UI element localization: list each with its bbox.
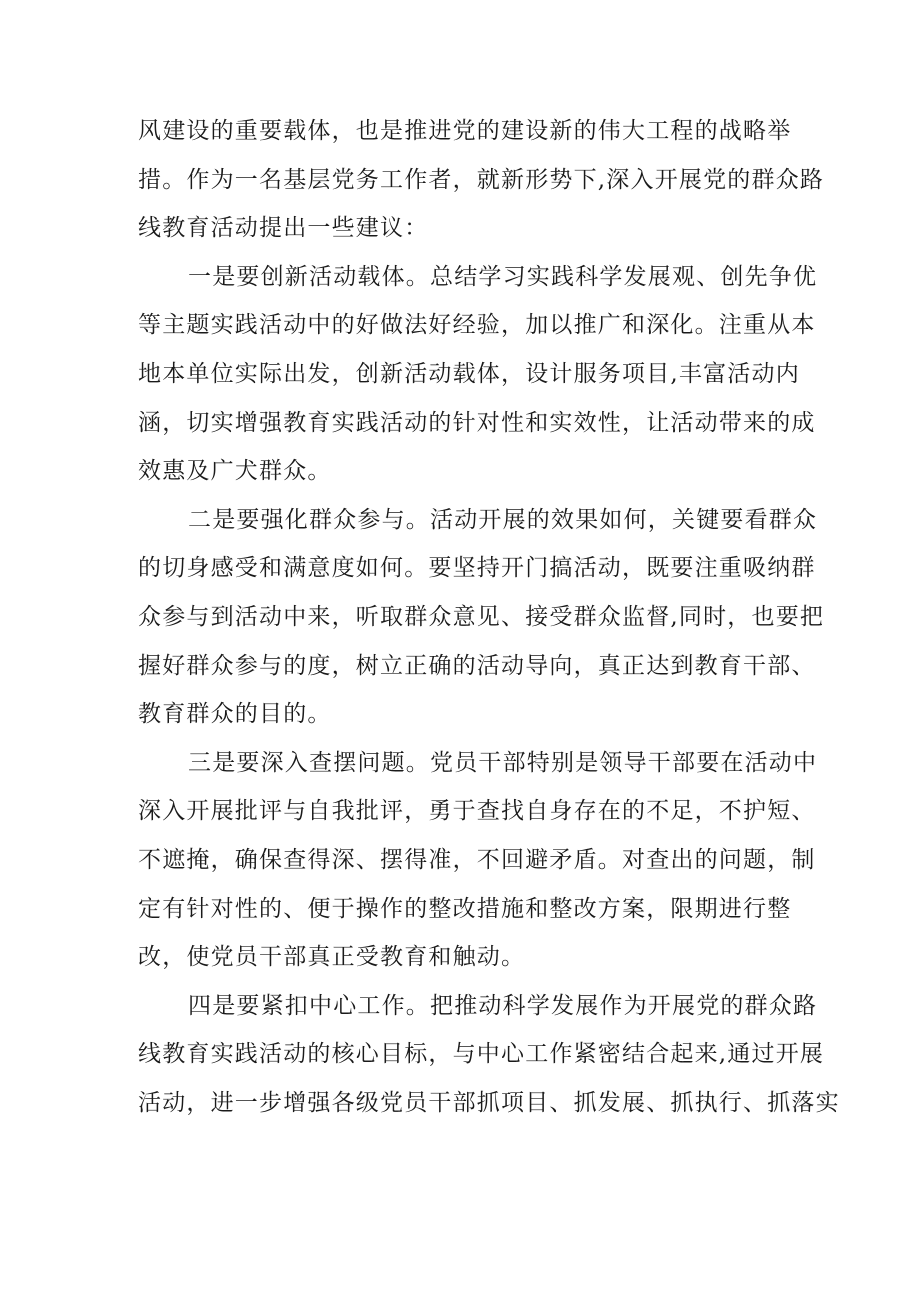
text-line: 定有针对性的、便于操作的整改措施和整改方案，限期进行整	[138, 895, 792, 922]
document-body	[138, 107, 840, 1127]
text-line: 等主题实践活动中的好做法好经验，加以推广和深化。注重从本	[138, 312, 816, 339]
text-line: 线教育活动提出一些建议：	[138, 215, 429, 242]
paragraph-first-line: 一是要创新活动载体。总结学习实践科学发展观、创先争优	[188, 263, 818, 290]
text-line: 改，使党员干部真正受教育和触动。	[138, 944, 526, 971]
text-line: 措。作为一名基层党务工作者，就新形势下,深入开展党的群众路	[138, 166, 825, 193]
text-line: 活动，进一步增强各级党员干部抓项目、抓发展、抓执行、抓落实	[138, 1089, 840, 1116]
text-line: 涵，切实增强教育实践活动的针对性和实效性，让活动带来的成	[138, 409, 816, 436]
text-line: 的切身感受和满意度如何。要坚持开门搞活动，既要注重吸纳群	[138, 555, 816, 582]
text-line: 深入开展批评与自我批评，勇于查找自身存在的不足，不护短、	[138, 798, 816, 825]
paragraph-first-line: 四是要紧扣中心工作。把推动科学发展作为开展党的群众路	[188, 992, 818, 1019]
text-line: 线教育实践活动的核心目标，与中心工作紧密结合起来,通过开展	[138, 1041, 825, 1068]
text-line: 教育群众的目的。	[138, 701, 332, 728]
text-line: 效惠及广犬群众。	[138, 458, 332, 485]
text-line: 不遮掩，确保查得深、摆得准，不回避矛盾。对查出的问题，制	[138, 846, 816, 873]
text-line: 握好群众参与的度，树立正确的活动导向，真正达到教育干部、	[138, 652, 816, 679]
paragraph-first-line: 三是要深入查摆问题。党员干部特别是领导干部要在活动中	[188, 749, 818, 776]
text-line: 风建设的重要载体，也是推进党的建设新的伟大工程的战略举	[138, 118, 792, 144]
text-line: 众参与到活动中来，听取群众意见、接受群众监督,同时，也要把	[138, 603, 825, 630]
text-line: 地本单位实际出发，创新活动载体，设计服务项目,丰富活动内	[138, 360, 800, 387]
paragraph-first-line: 二是要强化群众参与。活动开展的效果如何，关键要看群众	[188, 506, 818, 533]
